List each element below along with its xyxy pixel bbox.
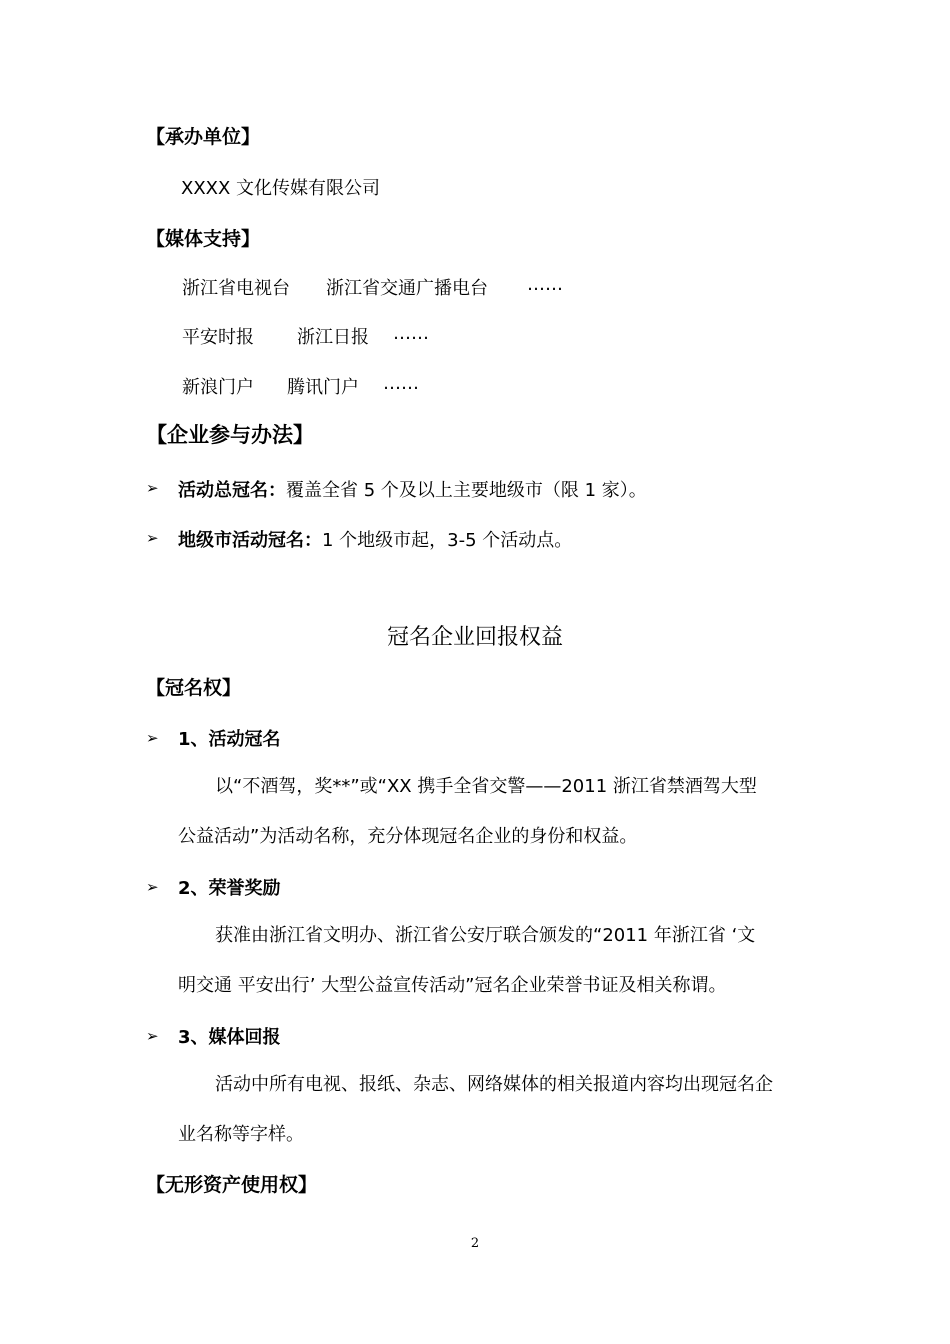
page-number: 2 [470, 1236, 480, 1251]
media-ellipsis: …… [527, 274, 563, 295]
benefit-heading: 3、媒体回报 [178, 1027, 281, 1048]
benefit-line: 以“不酒驾，奖**”或“XX 携手全省交警——2011 浙江省禁酒驾大型 [215, 776, 757, 797]
media-item: 浙江省交通广播电台 [326, 278, 488, 299]
organizer-heading: 【承办单位】 [146, 126, 261, 148]
participation-item-label: 地级市活动冠名： [178, 530, 322, 551]
benefit-heading: 1、活动冠名 [178, 729, 281, 750]
bullet-arrow-icon: ➢ [146, 878, 159, 896]
media-heading: 【媒体支持】 [146, 228, 261, 250]
bullet-arrow-icon: ➢ [146, 729, 159, 747]
participation-item-label: 活动总冠名： [178, 480, 286, 501]
bullet-arrow-icon: ➢ [146, 479, 159, 497]
participation-item-text: 1 个地级市起，3-5 个活动点。 [322, 530, 573, 551]
bullet-arrow-icon: ➢ [146, 529, 159, 547]
media-item: 腾讯门户 [287, 377, 359, 398]
media-item: 浙江省电视台 [182, 278, 290, 299]
organizer-name: XXXX 文化传媒有限公司 [181, 178, 381, 199]
participation-item-text: 覆盖全省 5 个及以上主要地级市（限 1 家）。 [286, 480, 647, 501]
naming-heading: 【冠名权】 [146, 677, 242, 699]
benefit-heading: 2、荣誉奖励 [178, 878, 281, 899]
participation-item [178, 476, 647, 502]
media-ellipsis: …… [393, 323, 429, 344]
benefit-line: 活动中所有电视、报纸、杂志、网络媒体的相关报道内容均出现冠名企 [215, 1074, 773, 1095]
media-item: 平安时报 [182, 327, 254, 348]
participation-heading: 【企业参与办法】 [146, 423, 314, 447]
bullet-arrow-icon: ➢ [146, 1027, 159, 1045]
benefit-line: 获准由浙江省文明办、浙江省公安厅联合颁发的“2011 年浙江省 ‘文 [215, 925, 756, 946]
benefit-line: 公益活动”为活动名称，充分体现冠名企业的身份和权益。 [178, 826, 638, 847]
media-row-1 [182, 274, 290, 300]
benefit-line: 明交通 平安出行’ 大型公益宣传活动”冠名企业荣誉书证及相关称谓。 [178, 975, 727, 996]
media-item: 新浪门户 [182, 377, 254, 398]
media-item: 浙江日报 [297, 327, 369, 348]
benefits-title: 冠名企业回报权益 [386, 625, 563, 650]
benefit-line: 业名称等字样。 [178, 1124, 304, 1145]
media-ellipsis: …… [383, 373, 419, 394]
participation-item [178, 526, 572, 552]
intangible-heading: 【无形资产使用权】 [146, 1174, 318, 1196]
